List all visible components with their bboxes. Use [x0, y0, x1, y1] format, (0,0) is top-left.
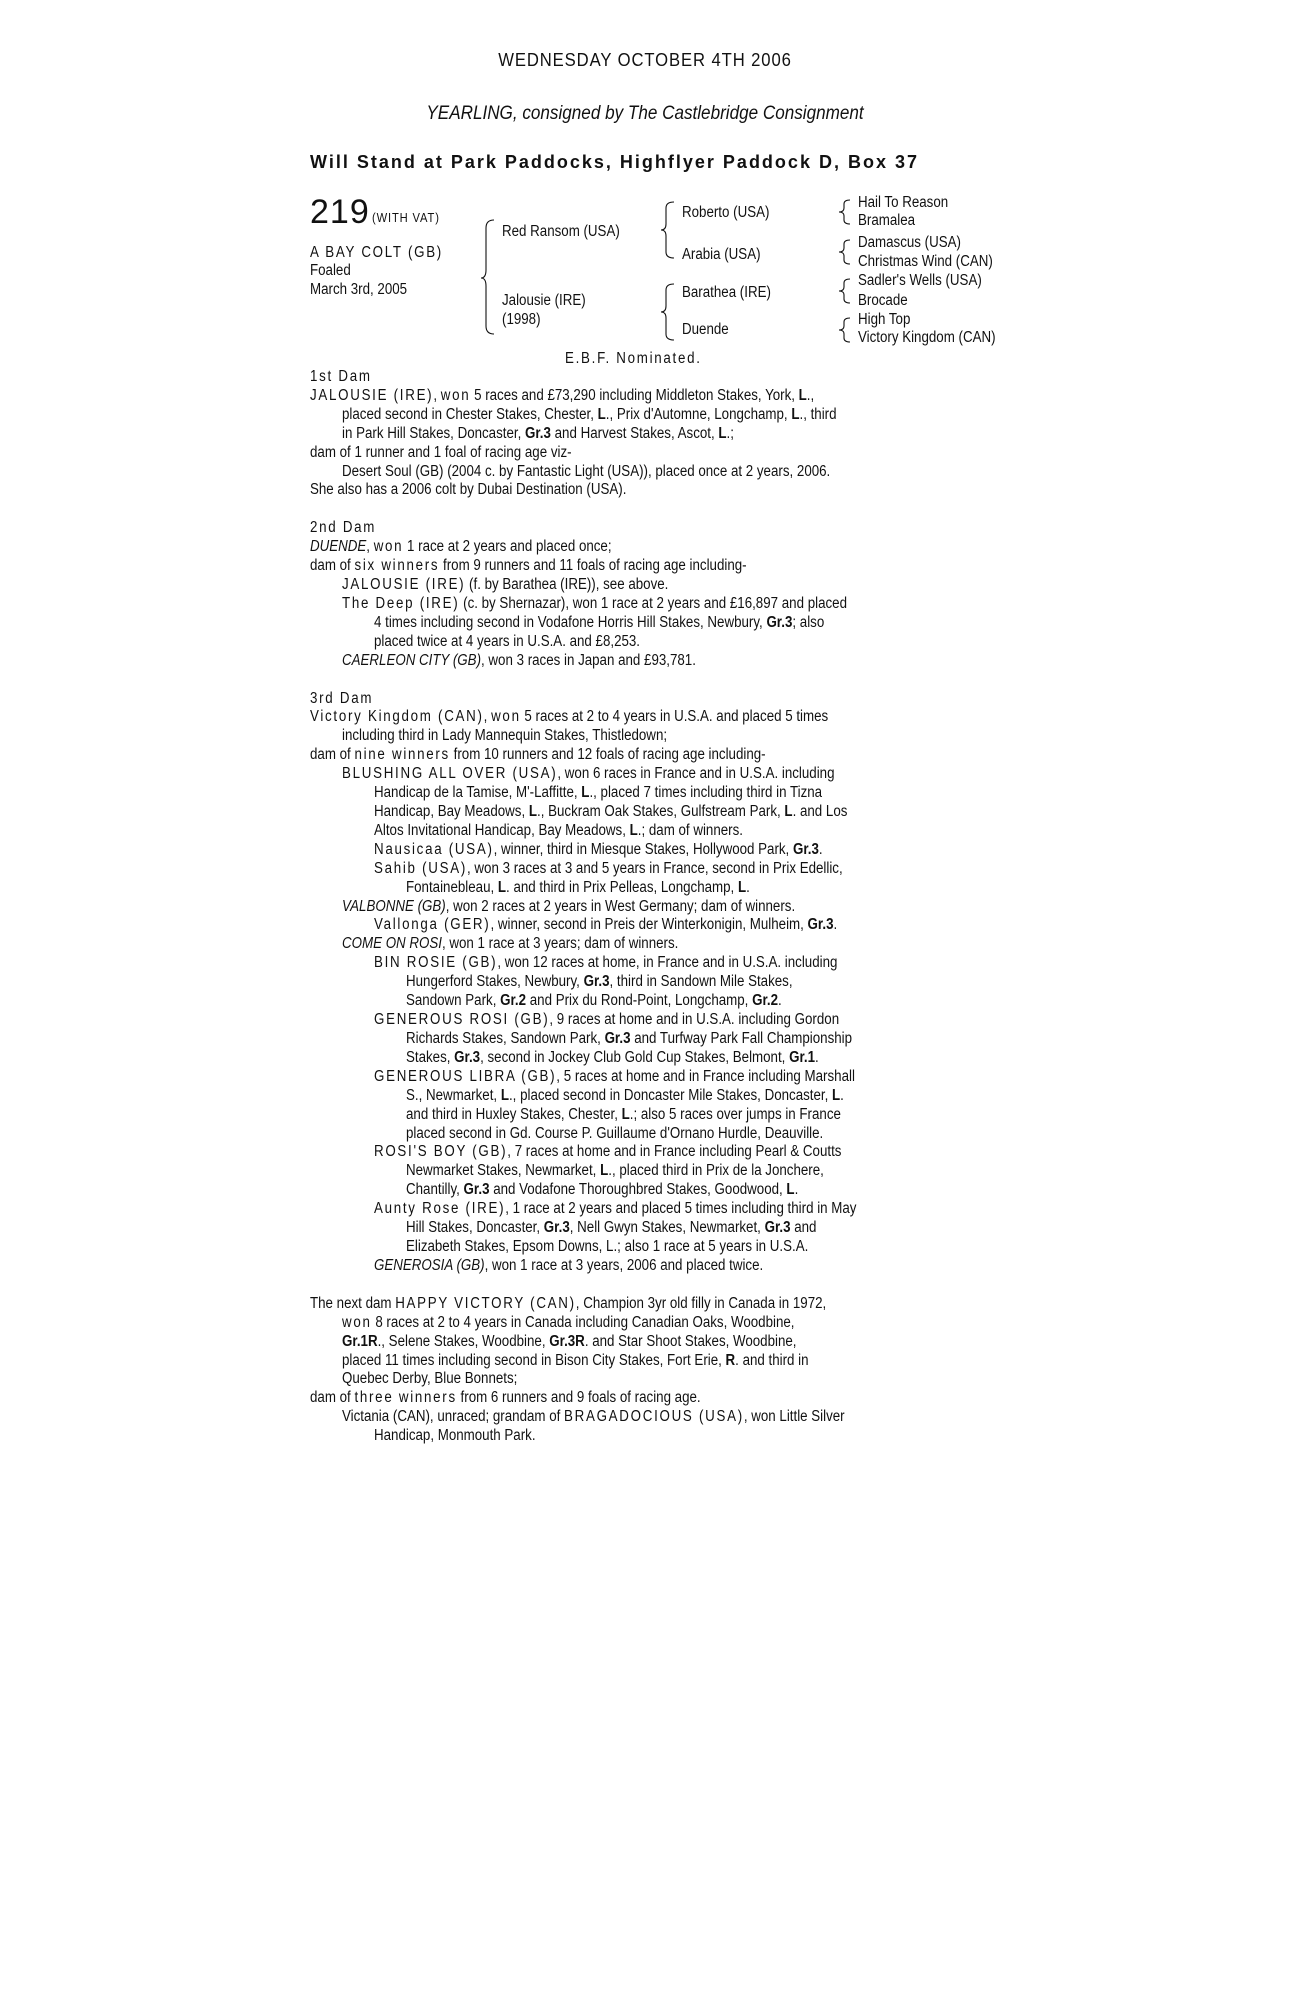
pedigree-gen2-2: Arabia (USA) [682, 246, 761, 263]
next-dam-line-2: won 8 races at 2 to 4 years in Canada including Canadian Oaks, Woodbine, [342, 1314, 795, 1331]
pedigree-gen3-8: Victory Kingdom (CAN) [858, 329, 996, 346]
dam3-line-29: Elizabeth Stakes, Epsom Downs, L.; also 1 race at 5 years in U.S.A. [406, 1238, 809, 1255]
pedigree-gen3-5: Sadler's Wells (USA) [858, 272, 982, 289]
consignor-subtitle: YEARLING, consigned by The Castlebridge Consignment [426, 103, 864, 124]
next-dam-line-7: Victania (CAN), unraced; grandam of BRAGADOCIOUS (USA), won Little Silver [342, 1408, 845, 1425]
dam3-line-17: GENEROUS ROSI (GB), 9 races at home and in U.S.A. including Gordon [374, 1011, 840, 1028]
dam3-heading: 3rd Dam [310, 690, 374, 707]
dam3-line-20: GENEROUS LIBRA (GB), 5 races at home and in France including Marshall [374, 1068, 855, 1085]
dam3-line-2: including third in Lady Mannequin Stakes, Thistledown; [342, 727, 668, 744]
pedigree-brace-g3-3 [838, 277, 854, 305]
pedigree-dam: Jalousie (IRE) [502, 292, 586, 309]
stand-location: Will Stand at Park Paddocks, Highflyer Paddock D, Box 37 [310, 152, 919, 172]
pedigree-gen3-7: High Top [858, 311, 911, 328]
pedigree-gen3-6: Brocade [858, 292, 908, 309]
dam3-line-1: Victory Kingdom (CAN), won 5 races at 2 to 4 years in U.S.A. and placed 5 times [310, 708, 829, 725]
dam3-line-10: Fontainebleau, L. and third in Prix Pelleas, Longchamp, L. [406, 879, 750, 896]
next-dam-line-8: Handicap, Monmouth Park. [374, 1427, 536, 1444]
dam2-line-5: 4 times including second in Vodafone Horris Hill Stakes, Newbury, Gr.3; also [374, 614, 825, 631]
dam3-line-21: S., Newmarket, L., placed second in Doncaster Mile Stakes, Doncaster, L. [406, 1087, 844, 1104]
ebf-nomination: E.B.F. Nominated. [565, 350, 702, 367]
dam3-line-19: Stakes, Gr.3, second in Jockey Club Gold Cup Stakes, Belmont, Gr.1. [406, 1049, 819, 1066]
sale-date-heading: WEDNESDAY OCTOBER 4TH 2006 [498, 49, 792, 70]
pedigree-gen2-4: Duende [682, 321, 729, 338]
dam3-line-16: Sandown Park, Gr.2 and Prix du Rond-Point, Longchamp, Gr.2. [406, 992, 782, 1009]
dam3-line-30: GENEROSIA (GB), won 1 race at 3 years, 2006 and placed twice. [374, 1257, 764, 1274]
dam2-line-1: DUENDE, won 1 race at 2 years and placed once; [310, 538, 612, 555]
pedigree-gen2-1: Roberto (USA) [682, 204, 770, 221]
pedigree-gen3-1: Hail To Reason [858, 194, 949, 211]
vat-note: (WITH VAT) [372, 210, 440, 225]
dam2-line-6: placed twice at 4 years in U.S.A. and £8,253. [374, 633, 641, 650]
next-dam-line-1: The next dam HAPPY VICTORY (CAN), Champion 3yr old filly in Canada in 1972, [310, 1295, 827, 1312]
dam3-line-13: COME ON ROSI, won 1 race at 3 years; dam of winners. [342, 935, 679, 952]
dam3-line-4: BLUSHING ALL OVER (USA), won 6 races in France and in U.S.A. including [342, 765, 835, 782]
dam1-heading: 1st Dam [310, 368, 372, 385]
dam3-line-27: Aunty Rose (IRE), 1 race at 2 years and placed 5 times including third in May [374, 1200, 857, 1217]
pedigree-brace-g3-4 [838, 316, 854, 344]
dam3-line-7: Altos Invitational Handicap, Bay Meadows, L.; dam of winners. [374, 822, 743, 839]
dam3-line-25: Newmarket Stakes, Newmarket, L., placed third in Prix de la Jonchere, [406, 1162, 824, 1179]
dam3-line-3: dam of nine winners from 10 runners and 12 foals of racing age including- [310, 746, 766, 763]
foaled-label: Foaled [310, 262, 351, 279]
pedigree-dam-year: (1998) [502, 311, 541, 328]
dam3-line-12: Vallonga (GER), winner, second in Preis der Winterkonigin, Mulheim, Gr.3. [374, 916, 838, 933]
foaled-date: March 3rd, 2005 [310, 281, 408, 298]
dam1-line-6: She also has a 2006 colt by Dubai Destination (USA). [310, 481, 627, 498]
dam1-line-1: JALOUSIE (IRE), won 5 races and £73,290 including Middleton Stakes, York, L., [310, 387, 815, 404]
dam3-line-15: Hungerford Stakes, Newbury, Gr.3, third in Sandown Mile Stakes, [406, 973, 793, 990]
dam2-line-7: CAERLEON CITY (GB), won 3 races in Japan and £93,781. [342, 652, 696, 669]
dam2-line-2: dam of six winners from 9 runners and 11 foals of racing age including- [310, 557, 747, 574]
dam3-line-24: ROSI'S BOY (GB), 7 races at home and in France including Pearl & Coutts [374, 1143, 842, 1160]
dam3-line-6: Handicap, Bay Meadows, L., Buckram Oak Stakes, Gulfstream Park, L. and Los [374, 803, 848, 820]
dam3-line-9: Sahib (USA), won 3 races at 3 and 5 years in France, second in Prix Edellic, [374, 860, 843, 877]
dam3-line-26: Chantilly, Gr.3 and Vodafone Thoroughbred Stakes, Goodwood, L. [406, 1181, 799, 1198]
next-dam-line-6: dam of three winners from 6 runners and 9 foals of racing age. [310, 1389, 701, 1406]
dam3-line-28: Hill Stakes, Doncaster, Gr.3, Nell Gwyn Stakes, Newmarket, Gr.3 and [406, 1219, 817, 1236]
pedigree-gen3-2: Bramalea [858, 212, 916, 229]
dam3-line-5: Handicap de la Tamise, M'-Laffitte, L., placed 7 times including third in Tizna [374, 784, 823, 801]
pedigree-brace-sire [660, 200, 680, 260]
dam2-line-4: The Deep (IRE) (c. by Shernazar), won 1 race at 2 years and £16,897 and placed [342, 595, 847, 612]
next-dam-line-3: Gr.1R., Selene Stakes, Woodbine, Gr.3R. and Star Shoot Stakes, Woodbine, [342, 1333, 797, 1350]
pedigree-brace-g3-1 [838, 198, 854, 226]
pedigree-gen3-3: Damascus (USA) [858, 234, 961, 251]
dam3-line-14: BIN ROSIE (GB), won 12 races at home, in France and in U.S.A. including [374, 954, 838, 971]
dam3-line-22: and third in Huxley Stakes, Chester, L.; also 5 races over jumps in France [406, 1106, 841, 1123]
dam2-line-3: JALOUSIE (IRE) (f. by Barathea (IRE)), see above. [342, 576, 669, 593]
dam1-line-5: Desert Soul (GB) (2004 c. by Fantastic Light (USA)), placed once at 2 years, 2006. [342, 463, 831, 480]
pedigree-gen2-3: Barathea (IRE) [682, 284, 771, 301]
dam3-line-18: Richards Stakes, Sandown Park, Gr.3 and Turfway Park Fall Championship [406, 1030, 853, 1047]
pedigree-sire: Red Ransom (USA) [502, 223, 620, 240]
next-dam-line-5: Quebec Derby, Blue Bonnets; [342, 1370, 518, 1387]
pedigree-brace-g3-2 [838, 238, 854, 266]
dam3-line-23: placed second in Gd. Course P. Guillaume d'Ornano Hurdle, Deauville. [406, 1125, 824, 1142]
dam1-line-4: dam of 1 runner and 1 foal of racing age viz- [310, 444, 572, 461]
pedigree-brace-dam [660, 282, 680, 342]
dam1-line-3: in Park Hill Stakes, Doncaster, Gr.3 and Harvest Stakes, Ascot, L.; [342, 425, 734, 442]
dam3-line-11: VALBONNE (GB), won 2 races at 2 years in West Germany; dam of winners. [342, 898, 796, 915]
dam3-line-8: Nausicaa (USA), winner, third in Miesque Stakes, Hollywood Park, Gr.3. [374, 841, 823, 858]
dam2-heading: 2nd Dam [310, 519, 377, 536]
horse-description: A BAY COLT (GB) [310, 244, 443, 261]
dam1-line-2: placed second in Chester Stakes, Chester, L., Prix d'Automne, Longchamp, L., third [342, 406, 837, 423]
pedigree-gen3-4: Christmas Wind (CAN) [858, 253, 993, 270]
pedigree-brace-main [480, 218, 500, 338]
next-dam-line-4: placed 11 times including second in Bison City Stakes, Fort Erie, R. and third in [342, 1352, 809, 1369]
lot-number: 219 [310, 193, 370, 231]
